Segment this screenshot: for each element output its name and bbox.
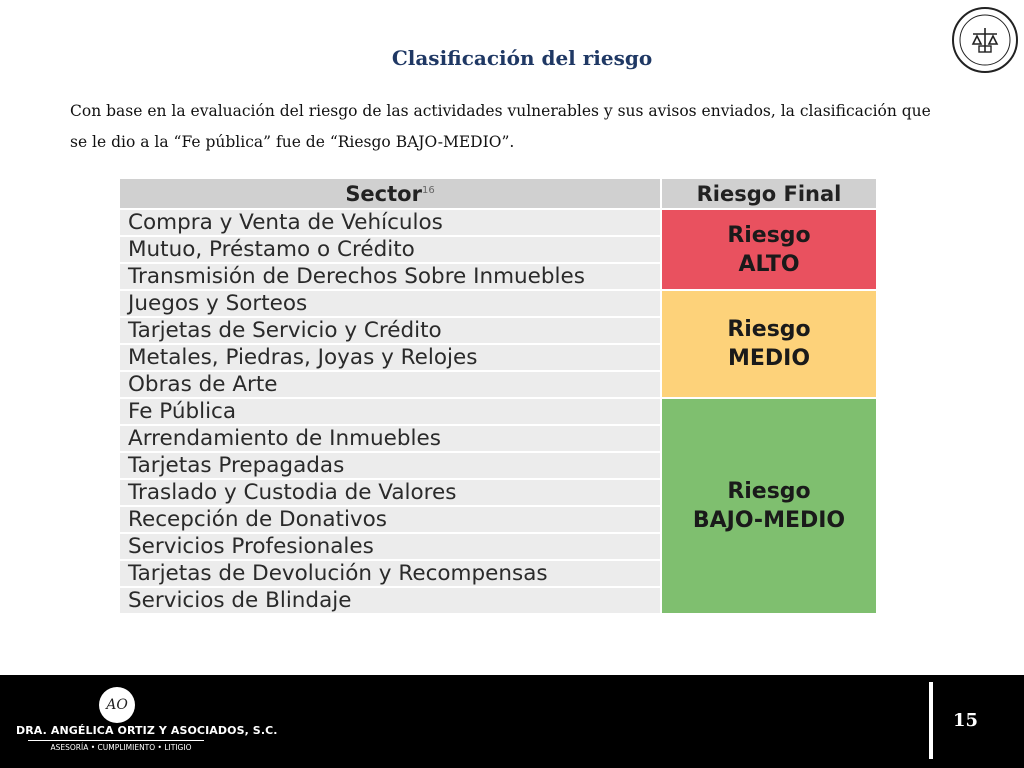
- sector-cell: Juegos y Sorteos: [119, 290, 661, 317]
- table-header-row: [119, 178, 877, 209]
- footer-bar: [0, 675, 1024, 768]
- risk-label-line-1: Riesgo: [727, 479, 811, 504]
- firm-logo-letters: AO: [106, 697, 128, 713]
- column-header-risk: Riesgo Final: [661, 178, 877, 209]
- sector-cell: Compra y Venta de Vehículos: [119, 209, 661, 236]
- intro-paragraph: [70, 96, 970, 158]
- firm-tagline: ASESORÍA • CUMPLIMIENTO • LITIGIO: [50, 743, 192, 752]
- risk-classification-table: [118, 177, 878, 615]
- sector-cell: Tarjetas Prepagadas: [119, 452, 661, 479]
- sector-cell: Fe Pública: [119, 398, 661, 425]
- sector-cell: Mutuo, Préstamo o Crédito: [119, 236, 661, 263]
- footer-vertical-divider: [929, 682, 933, 759]
- sector-cell: Servicios de Blindaje: [119, 587, 661, 614]
- firm-name: DRA. ANGÉLICA ORTIZ Y ASOCIADOS, S.C.: [16, 724, 278, 737]
- page-number: 15: [953, 710, 979, 731]
- table-row: [119, 209, 877, 236]
- risk-level-cell: [661, 398, 877, 614]
- intro-line-2: se le dio a la “Fe pública” fue de “Riesgo BAJO-MEDIO”.: [70, 133, 515, 151]
- column-header-sector: [119, 178, 661, 209]
- risk-label-line-2: BAJO-MEDIO: [692, 508, 846, 533]
- risk-level-cell: [661, 209, 877, 290]
- risk-label-line-1: Riesgo: [727, 222, 811, 248]
- sector-cell: Metales, Piedras, Joyas y Relojes: [119, 344, 661, 371]
- risk-level-cell: [661, 290, 877, 398]
- intro-line-1: Con base en la evaluación del riesgo de las actividades vulnerables y sus avisos enviados, la clasificación que: [70, 102, 931, 120]
- sector-header-label: Sector: [345, 181, 422, 206]
- risk-label-line-2: ALTO: [738, 251, 800, 277]
- sector-cell: Obras de Arte: [119, 371, 661, 398]
- sector-cell: Transmisión de Derechos Sobre Inmuebles: [119, 263, 661, 290]
- sector-cell: Arrendamiento de Inmuebles: [119, 425, 661, 452]
- firm-divider: [28, 740, 204, 741]
- sector-cell: Servicios Profesionales: [119, 533, 661, 560]
- table-row: [119, 290, 877, 317]
- risk-label-line-2: MEDIO: [727, 346, 811, 371]
- page-title: Clasificación del riesgo: [391, 46, 653, 70]
- sector-cell: Tarjetas de Servicio y Crédito: [119, 317, 661, 344]
- sector-cell: Traslado y Custodia de Valores: [119, 479, 661, 506]
- table-body: [119, 209, 877, 614]
- sector-cell: Tarjetas de Devolución y Recompensas: [119, 560, 661, 587]
- table-row: [119, 398, 877, 425]
- risk-label-line-1: Riesgo: [727, 317, 811, 342]
- footnote-marker: 16: [421, 184, 435, 196]
- sector-cell: Recepción de Donativos: [119, 506, 661, 533]
